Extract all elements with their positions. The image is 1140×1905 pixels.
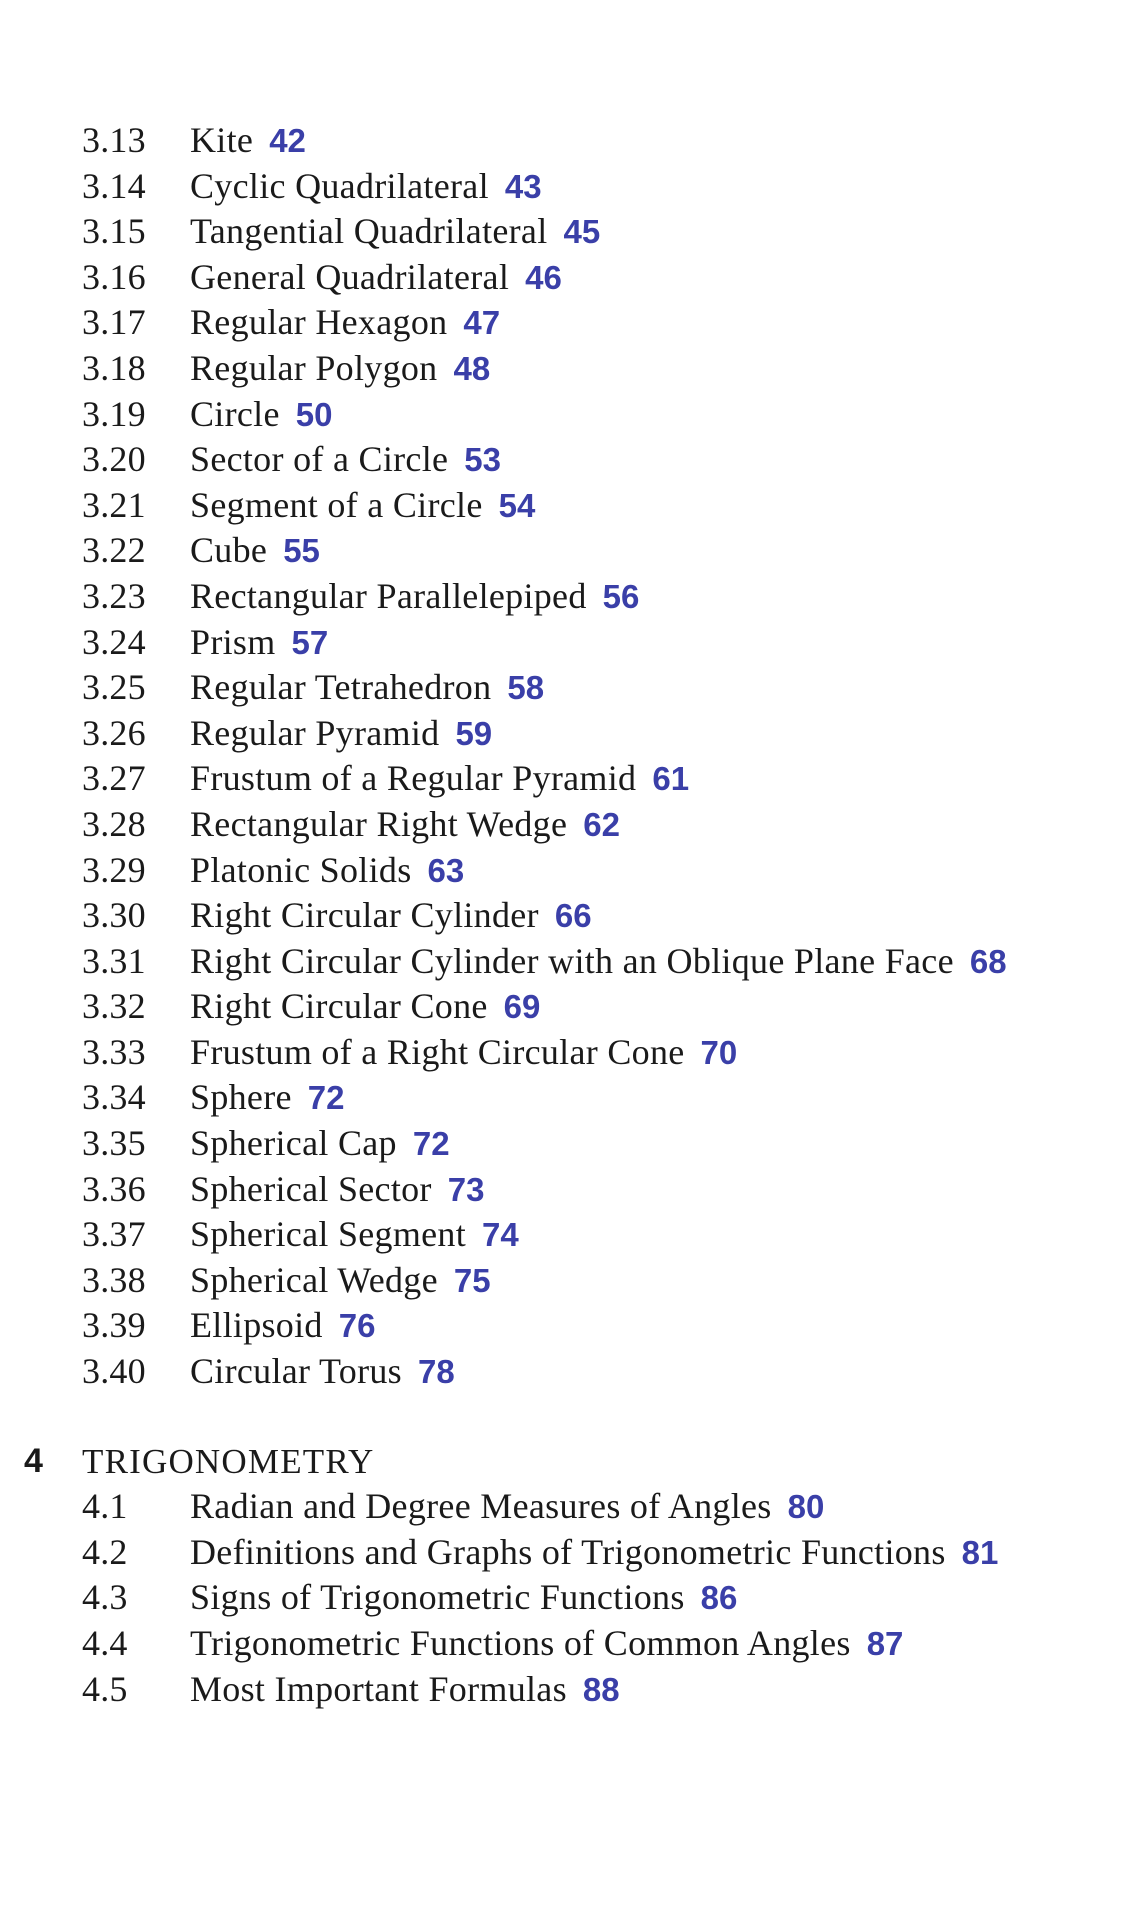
page-link[interactable]: 72 (307, 1079, 345, 1117)
page-link[interactable]: 58 (507, 669, 545, 707)
section-title: Kite (190, 120, 254, 160)
section-title: Most Important Formulas (190, 1668, 567, 1709)
section-number: 3.17 (82, 302, 146, 343)
page-link[interactable]: 72 (412, 1125, 450, 1163)
section-title: Regular Pyramid (190, 712, 440, 753)
section-title: Regular Hexagon (190, 302, 448, 343)
section-title: Segment of a Circle (190, 484, 483, 525)
section-number: 3.15 (82, 211, 146, 252)
page-link[interactable]: 59 (455, 714, 493, 752)
toc-entry[interactable] (0, 164, 1140, 210)
section-title: Right Circular Cylinder with an Oblique Plane Face (190, 940, 954, 981)
page-link[interactable]: 47 (463, 304, 501, 342)
toc-entry[interactable] (0, 1484, 1140, 1530)
section-number: 3.25 (82, 667, 146, 708)
toc-entry[interactable] (0, 1303, 1140, 1349)
page-link[interactable]: 87 (866, 1625, 904, 1662)
section-number: 4.3 (82, 1577, 128, 1618)
section-title: Spherical Cap (190, 1123, 397, 1164)
toc-entry[interactable] (0, 756, 1140, 802)
section-number: 3.22 (82, 530, 146, 571)
section-number: 3.39 (82, 1305, 146, 1346)
toc-entry[interactable] (0, 665, 1140, 711)
section-number: 3.26 (82, 712, 146, 753)
section-number: 3.24 (82, 621, 146, 662)
section-title: Rectangular Right Wedge (190, 803, 568, 844)
toc-entry[interactable] (0, 1621, 1140, 1667)
section-title: Platonic Solids (190, 849, 412, 890)
page-link[interactable]: 81 (961, 1533, 999, 1571)
page-link[interactable]: 78 (417, 1353, 455, 1391)
section-number: 4.2 (82, 1531, 128, 1572)
section-title: Spherical Wedge (190, 1259, 438, 1300)
section-number: 3.29 (82, 849, 146, 890)
section-number: 3.37 (82, 1214, 146, 1255)
section-number: 3.13 (82, 120, 146, 160)
section-title: Ellipsoid (190, 1305, 323, 1346)
toc-entry[interactable] (0, 1575, 1140, 1621)
section-title: Frustum of a Regular Pyramid (190, 758, 637, 799)
table-of-contents (0, 118, 1140, 1712)
section-number: 3.23 (82, 575, 146, 616)
section-title: Prism (190, 621, 276, 662)
toc-entry[interactable] (0, 209, 1140, 255)
section-number: 3.34 (82, 1077, 146, 1118)
page-link[interactable]: 68 (969, 942, 1007, 980)
toc-entry[interactable] (0, 483, 1140, 529)
section-title: Sphere (190, 1077, 292, 1118)
toc-entry[interactable] (0, 255, 1140, 301)
section-number: 3.19 (82, 393, 146, 434)
page-link[interactable]: 86 (700, 1579, 738, 1617)
toc-entry[interactable] (0, 1667, 1140, 1713)
section-title: Circle (190, 393, 280, 434)
chapter-4-list (0, 1484, 1140, 1712)
toc-entry[interactable] (0, 1349, 1140, 1395)
page-link[interactable]: 62 (583, 805, 620, 843)
toc-entry[interactable] (0, 1258, 1140, 1304)
page-link[interactable]: 50 (295, 395, 333, 433)
page-link[interactable]: 48 (453, 349, 491, 387)
chapter-heading[interactable] (0, 1439, 1140, 1485)
page-link[interactable]: 61 (652, 760, 690, 798)
section-title: Spherical Segment (190, 1214, 467, 1255)
section-title: Radian and Degree Measures of Angles (190, 1486, 772, 1527)
toc-entry[interactable] (0, 893, 1140, 939)
section-number: 3.35 (82, 1123, 146, 1164)
page-link[interactable]: 76 (338, 1307, 376, 1345)
page-link[interactable]: 54 (498, 486, 536, 524)
page-link[interactable]: 56 (602, 577, 640, 615)
toc-entry[interactable] (0, 118, 1140, 164)
section-title: Circular Torus (190, 1351, 402, 1392)
page-link[interactable]: 74 (482, 1216, 519, 1254)
section-number: 3.14 (82, 165, 146, 206)
section-number: 3.36 (82, 1168, 146, 1209)
chapter-title: TRIGONOMETRY (82, 1441, 375, 1481)
toc-entry[interactable] (0, 1030, 1140, 1076)
section-title: Right Circular Cone (190, 986, 488, 1027)
page-link[interactable]: 80 (787, 1488, 825, 1526)
page-link[interactable]: 55 (283, 532, 320, 570)
page-link[interactable]: 57 (291, 623, 329, 661)
section-title: Rectangular Parallelepiped (190, 575, 587, 616)
toc-entry[interactable] (0, 1212, 1140, 1258)
section-number: 3.28 (82, 803, 146, 844)
toc-entry[interactable] (0, 711, 1140, 757)
toc-entry[interactable] (0, 1121, 1140, 1167)
page-link[interactable]: 73 (447, 1170, 485, 1208)
toc-entry[interactable] (0, 346, 1140, 392)
section-title: Regular Tetrahedron (190, 667, 492, 708)
page-link[interactable]: 43 (504, 167, 542, 205)
page-link[interactable]: 53 (464, 441, 502, 479)
page-link[interactable]: 45 (563, 213, 601, 251)
toc-entry[interactable] (0, 1075, 1140, 1121)
section-number: 3.30 (82, 895, 146, 936)
toc-entry[interactable] (0, 939, 1140, 985)
toc-entry[interactable] (0, 984, 1140, 1030)
section-title: Cube (190, 530, 268, 571)
chapter-number: 4 (24, 1441, 43, 1480)
section-number: 3.33 (82, 1031, 146, 1072)
toc-entry[interactable] (0, 437, 1140, 483)
section-title: Spherical Sector (190, 1168, 432, 1209)
toc-entry[interactable] (0, 620, 1140, 666)
toc-entry[interactable] (0, 848, 1140, 894)
section-number: 3.20 (82, 439, 146, 480)
section-number: 3.18 (82, 347, 146, 388)
section-number: 4.5 (82, 1668, 128, 1709)
page-link[interactable]: 42 (269, 122, 306, 159)
page-link[interactable]: 69 (503, 988, 541, 1026)
page-link[interactable]: 75 (453, 1261, 491, 1299)
section-title: Right Circular Cylinder (190, 895, 539, 936)
section-number: 3.40 (82, 1351, 146, 1392)
section-title: Signs of Trigonometric Functions (190, 1577, 685, 1618)
section-title: Definitions and Graphs of Trigonometric Functions (190, 1531, 946, 1572)
section-title: General Quadrilateral (190, 256, 510, 297)
section-title: Sector of a Circle (190, 439, 449, 480)
section-title: Tangential Quadrilateral (190, 211, 548, 252)
page-link[interactable]: 66 (554, 897, 592, 935)
section-title: Cyclic Quadrilateral (190, 165, 489, 206)
toc-entry[interactable] (0, 392, 1140, 438)
section-number: 3.32 (82, 986, 146, 1027)
page-link[interactable]: 88 (582, 1670, 620, 1708)
section-number: 3.21 (82, 484, 146, 525)
page-link[interactable]: 70 (700, 1033, 738, 1071)
section-3-list (0, 118, 1140, 1395)
section-number: 3.16 (82, 256, 146, 297)
page-link[interactable]: 46 (525, 258, 562, 296)
section-number: 4.1 (82, 1486, 128, 1527)
section-title: Regular Polygon (190, 347, 438, 388)
section-number: 3.31 (82, 940, 146, 981)
section-number: 3.27 (82, 758, 146, 799)
toc-entry[interactable] (0, 300, 1140, 346)
section-number: 4.4 (82, 1623, 128, 1663)
section-number: 3.38 (82, 1259, 146, 1300)
toc-entry[interactable] (0, 574, 1140, 620)
toc-entry[interactable] (0, 802, 1140, 848)
toc-entry[interactable] (0, 1530, 1140, 1576)
toc-entry[interactable] (0, 528, 1140, 574)
section-title: Trigonometric Functions of Common Angles (190, 1623, 851, 1663)
section-title: Frustum of a Right Circular Cone (190, 1031, 685, 1072)
page-link[interactable]: 63 (427, 851, 465, 889)
toc-entry[interactable] (0, 1167, 1140, 1213)
